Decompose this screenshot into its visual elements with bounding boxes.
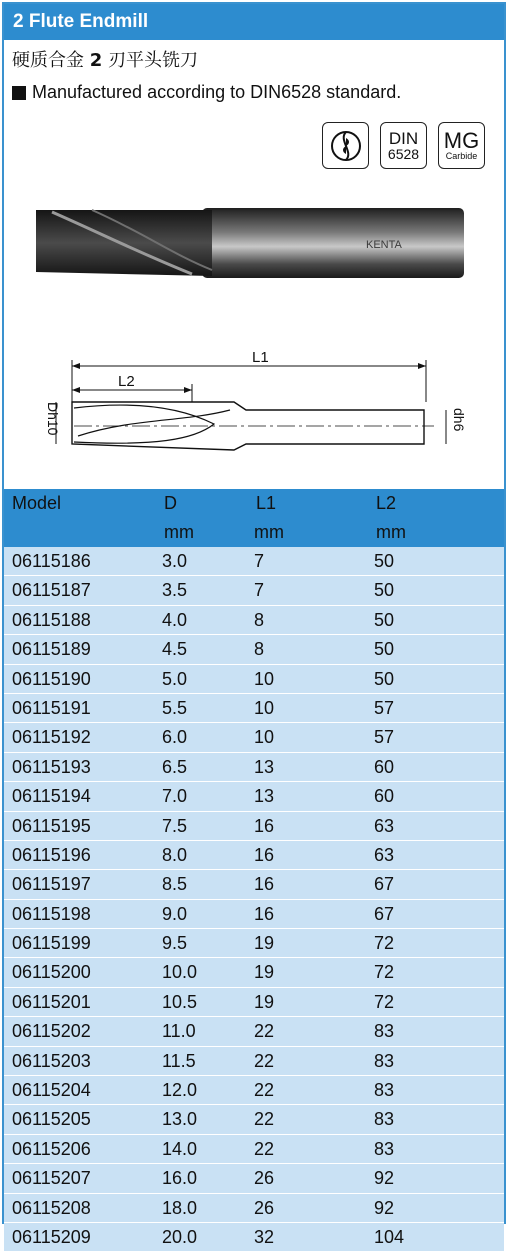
d-right-label: dh6: [451, 408, 467, 432]
cell-l1: 8: [254, 639, 265, 660]
cell-l1: 13: [254, 756, 275, 777]
cell-l1: 19: [254, 962, 275, 983]
cell-l1: 13: [254, 786, 275, 807]
cell-l2: 50: [374, 668, 395, 689]
d-left-label: Dh10: [45, 402, 61, 436]
cell-l2: 60: [374, 786, 395, 807]
cell-l2: 92: [374, 1197, 395, 1218]
cell-model: 06115190: [12, 668, 91, 689]
header-model: Model: [12, 493, 62, 513]
header-d: D: [164, 493, 177, 513]
cell-model: 06115197: [12, 874, 91, 895]
cell-model: 06115196: [12, 844, 91, 865]
cell-d: 9.0: [162, 903, 188, 924]
cell-d: 5.5: [162, 697, 188, 718]
cell-l1: 10: [254, 697, 275, 718]
cell-l2: 72: [374, 991, 395, 1012]
cell-l1: 22: [254, 1021, 275, 1042]
table-row: [4, 1017, 504, 1046]
cell-l2: 83: [374, 1080, 395, 1101]
endmill-photo: [32, 204, 472, 286]
cell-d: 3.5: [162, 580, 188, 601]
cell-d: 7.0: [162, 786, 188, 807]
table-row: [4, 694, 504, 723]
cell-l1: 16: [254, 844, 275, 865]
cell-l1: 22: [254, 1050, 275, 1071]
table-row: [4, 1194, 504, 1223]
cell-l2: 83: [374, 1021, 395, 1042]
cell-l2: 83: [374, 1109, 395, 1130]
cell-model: 06115205: [12, 1109, 91, 1130]
l1-label: L1: [252, 349, 269, 366]
cell-model: 06115189: [12, 639, 91, 660]
table-row: [4, 753, 504, 782]
cell-l2: 72: [374, 962, 395, 983]
table-body: [4, 547, 504, 1252]
din-standard-badge: [380, 122, 427, 169]
cell-model: 06115200: [12, 962, 91, 983]
cell-model: 06115188: [12, 609, 91, 630]
l2-label: L2: [118, 373, 135, 390]
table-row: [4, 841, 504, 870]
table-row: [4, 900, 504, 929]
cell-l2: 50: [374, 639, 395, 660]
cell-l2: 67: [374, 903, 395, 924]
cell-l1: 16: [254, 815, 275, 836]
cell-l1: 22: [254, 1138, 275, 1159]
cell-model: 06115192: [12, 727, 91, 748]
standard-note-text: Manufactured according to DIN6528 standard.: [32, 82, 402, 102]
cell-model: 06115199: [12, 933, 91, 954]
cell-d: 11.0: [162, 1021, 196, 1042]
unit-l1: mm: [254, 522, 284, 542]
cell-model: 06115204: [12, 1080, 91, 1101]
standard-note: [12, 82, 401, 103]
unit-d: mm: [164, 522, 194, 542]
product-card: [2, 2, 506, 1247]
material-badge: [438, 122, 485, 169]
flute-symbol-icon: [322, 122, 369, 169]
table-row: [4, 723, 504, 752]
cell-l1: 32: [254, 1226, 275, 1247]
cell-l1: 26: [254, 1168, 275, 1189]
cell-l1: 8: [254, 609, 265, 630]
page-title: 2 Flute Endmill: [4, 4, 504, 40]
cell-d: 4.5: [162, 639, 188, 660]
table-row: [4, 1047, 504, 1076]
cell-model: 06115198: [12, 903, 91, 924]
cell-model: 06115209: [12, 1226, 91, 1247]
cell-d: 3.0: [162, 551, 188, 571]
cell-model: 06115202: [12, 1021, 91, 1042]
cell-model: 06115207: [12, 1168, 91, 1189]
cell-l1: 16: [254, 874, 275, 895]
cell-l1: 22: [254, 1109, 275, 1130]
table-row: [4, 547, 504, 576]
cell-l1: 10: [254, 727, 275, 748]
cell-d: 10.0: [162, 962, 198, 983]
cell-model: 06115186: [12, 551, 91, 571]
din-badge-bottom: 6528: [387, 146, 420, 162]
cell-model: 06115194: [12, 786, 91, 807]
cell-l2: 83: [374, 1050, 395, 1071]
table-row: [4, 1223, 504, 1252]
table-row: [4, 1105, 504, 1134]
cell-l1: 10: [254, 668, 275, 689]
header-l1: L1: [256, 493, 277, 513]
table-row: [4, 635, 504, 664]
cell-l1: 19: [254, 933, 275, 954]
cell-l2: 50: [374, 580, 395, 601]
cell-d: 8.5: [162, 874, 188, 895]
cell-l2: 92: [374, 1168, 395, 1189]
table-header: [4, 489, 504, 547]
subtitle-cn-num: 2: [89, 50, 103, 71]
cell-d: 6.0: [162, 727, 188, 748]
cell-d: 20.0: [162, 1226, 198, 1247]
cell-d: 14.0: [162, 1138, 198, 1159]
cell-model: 06115206: [12, 1138, 91, 1159]
technical-drawing: [34, 344, 467, 454]
cell-l1: 7: [254, 551, 265, 571]
cell-l1: 22: [254, 1080, 275, 1101]
cell-d: 12.0: [162, 1080, 198, 1101]
cell-d: 13.0: [162, 1109, 198, 1130]
cell-d: 16.0: [162, 1168, 198, 1189]
table-row: [4, 958, 504, 987]
unit-l2: mm: [376, 522, 406, 542]
table-row: [4, 812, 504, 841]
cell-d: 6.5: [162, 756, 188, 777]
cell-model: 06115187: [12, 580, 91, 601]
table-row: [4, 1164, 504, 1193]
cell-l2: 63: [374, 815, 395, 836]
cell-l2: 50: [374, 609, 395, 630]
cell-model: 06115201: [12, 991, 91, 1012]
cell-l2: 83: [374, 1138, 395, 1159]
table-row: [4, 870, 504, 899]
cell-l2: 104: [374, 1226, 405, 1247]
cell-d: 8.0: [162, 844, 188, 865]
cell-d: 11.5: [162, 1050, 196, 1071]
header-l2: L2: [376, 493, 397, 513]
cell-l1: 7: [254, 580, 265, 601]
table-row: [4, 576, 504, 605]
table-row: [4, 1076, 504, 1105]
cell-model: 06115195: [12, 815, 91, 836]
cell-l2: 60: [374, 756, 395, 777]
chinese-subtitle: [12, 46, 198, 72]
cell-model: 06115203: [12, 1050, 91, 1071]
brand-mark: KENTA: [366, 239, 402, 251]
cell-model: 06115193: [12, 756, 91, 777]
table-row: [4, 665, 504, 694]
mg-badge-bottom: Carbide: [445, 151, 478, 161]
cell-l1: 19: [254, 991, 275, 1012]
table-row: [4, 782, 504, 811]
table-row: [4, 929, 504, 958]
cell-l2: 50: [374, 551, 395, 571]
cell-d: 10.5: [162, 991, 198, 1012]
cell-d: 7.5: [162, 815, 188, 836]
table-row: [4, 606, 504, 635]
subtitle-cn-pre: 硬质合金: [12, 50, 90, 71]
cell-d: 18.0: [162, 1197, 198, 1218]
cell-d: 9.5: [162, 933, 188, 954]
cell-l2: 63: [374, 844, 395, 865]
cell-d: 4.0: [162, 609, 188, 630]
square-bullet-icon: [12, 86, 26, 100]
cell-l2: 57: [374, 697, 395, 718]
cell-l2: 57: [374, 727, 395, 748]
spec-table: [4, 489, 504, 1252]
mg-badge-top: MG: [443, 128, 480, 153]
badge-group: [322, 122, 485, 169]
cell-l1: 26: [254, 1197, 275, 1218]
table-row: [4, 988, 504, 1017]
din-badge-top: DIN: [388, 129, 419, 148]
cell-model: 06115191: [12, 697, 91, 718]
cell-d: 5.0: [162, 668, 188, 689]
cell-l2: 67: [374, 874, 395, 895]
table-row: [4, 1135, 504, 1164]
cell-model: 06115208: [12, 1197, 91, 1218]
subtitle-cn-post: 刃平头铣刀: [102, 50, 198, 71]
cell-l1: 16: [254, 903, 275, 924]
cell-l2: 72: [374, 933, 395, 954]
